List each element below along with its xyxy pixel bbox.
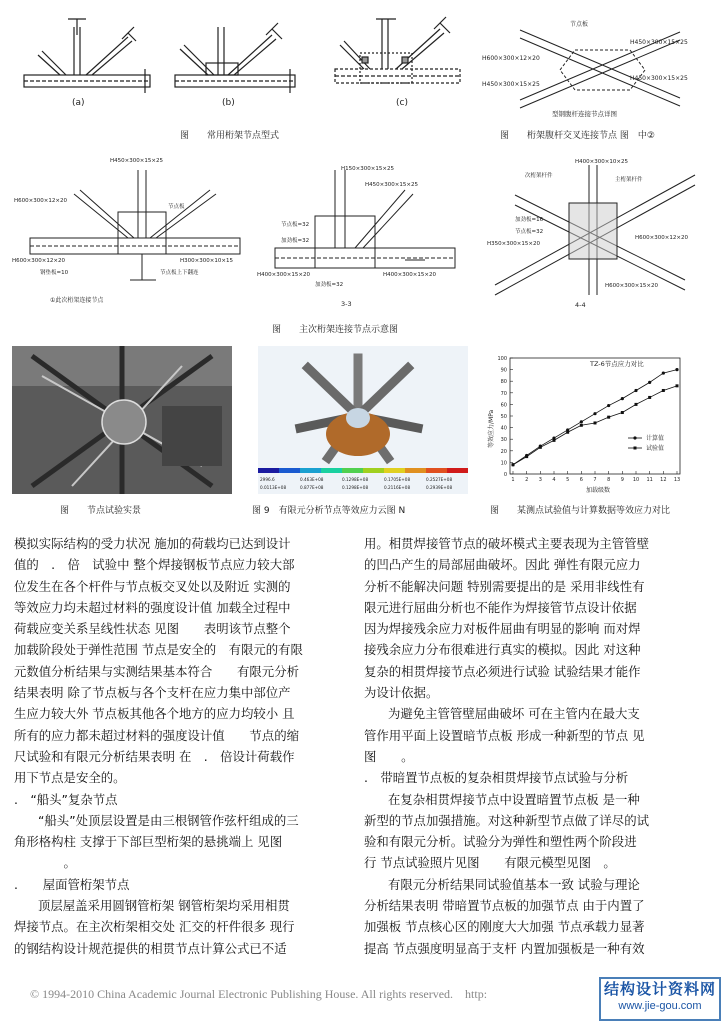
right-text-line: 的凹凸产生的局部屈曲破坏。因此 弹性有限元应力 <box>364 557 641 573</box>
series-line-test <box>513 386 677 465</box>
copyright-footer: © 1994-2010 China Academic Journal Electronic Publishing House. All rights reserved. http: <box>30 987 488 1001</box>
point-computed <box>621 397 624 400</box>
mid-label-0: H150×300×15×25 <box>341 166 394 172</box>
caption-chart: 图 某测点试验值与计算数据等效应力对比 <box>490 506 671 516</box>
mid-label-1: H450×300×15×25 <box>365 182 418 188</box>
right-text-line: 行 节点试验照片见图 有限元模型见图 。 <box>364 855 616 871</box>
point-test <box>676 384 679 387</box>
rt-label-4: 节点板=32 <box>515 229 544 235</box>
lt-label-2: 节点板 <box>168 204 185 210</box>
legend-test: 试验值 <box>646 445 665 452</box>
x-tick-label: 12 <box>660 477 667 483</box>
right-text-line: 复杂的相贯焊接节点必须进行试验 试验结果才能作 <box>364 663 641 679</box>
x-tick-label: 2 <box>525 477 529 483</box>
x-tick-label: 10 <box>632 477 640 483</box>
cross-label-plate: 节点板 <box>570 21 589 28</box>
lt-label-1: H600×300×12×20 <box>14 198 67 204</box>
point-computed <box>675 368 678 371</box>
left-text-line: 位发生在各个杆件与节点板交叉处以及附近 实测的 <box>14 578 291 594</box>
watermark-url: www.jie-gou.com <box>618 1000 702 1012</box>
left-text-line: . “船头”复杂节点 <box>14 791 118 807</box>
sublabel-b: (b) <box>222 98 235 108</box>
figure-primary-secondary-mid <box>255 160 480 310</box>
point-test <box>566 431 569 434</box>
left-text-line: 尺试验和有限元分析结果表明 在 . 倍设计荷载作 <box>14 748 295 764</box>
fea-legend-0: 2996.6 <box>260 477 275 482</box>
mid-label-5: H400×300×15×20 <box>383 272 436 278</box>
cross-label-1: H600×300×12×20 <box>482 55 540 62</box>
right-text-line: 分析结果表明 带暗置节点板的加强节点 由于内置了 <box>364 898 645 914</box>
rt-label-3: 加劲板=16 <box>515 217 544 223</box>
right-text-line: 验和有限元分析。试验分为弹性和塑性两个阶段进 <box>364 834 637 850</box>
point-test <box>648 396 651 399</box>
right-text-line: 图 。 <box>364 748 414 764</box>
chart-ylabel: 等效应力/MPa <box>488 409 495 448</box>
point-test <box>512 463 515 466</box>
left-text-line: 生应力较大外 节点板其他各个地方的应力均较小 且 <box>14 706 295 722</box>
left-text-line: 等效应力均未超过材料的强度设计值 加载全过程中 <box>14 599 291 615</box>
left-text-line: 用下节点是安全的。 <box>14 770 126 786</box>
left-text-line: 所有的应力都未超过材料的强度设计值 节点的缩 <box>14 727 299 743</box>
watermark-title: 结构设计资料网 <box>603 980 716 998</box>
point-test <box>553 439 556 442</box>
y-tick-label: 50 <box>500 414 507 420</box>
point-test <box>607 416 610 419</box>
mid-label-4: H400×300×15×20 <box>257 272 310 278</box>
point-computed <box>662 371 665 374</box>
point-computed <box>580 420 583 423</box>
cross-label-4: H450×300×15×25 <box>630 75 688 82</box>
fea-legend-9: 0.2939E+08 <box>426 485 453 490</box>
figure-fea-stress <box>258 346 468 494</box>
caption-truss-node-types: 图 常用桁架节点型式 <box>180 131 280 141</box>
right-text-line: 分析不能解决问题 特别需要提出的是 采用非线性有 <box>364 578 645 594</box>
cross-label-title: 型钢腹杆连接节点详图 <box>552 110 617 118</box>
y-tick-label: 90 <box>500 367 507 374</box>
point-test <box>635 403 638 406</box>
y-tick-label: 80 <box>500 379 507 386</box>
lt-label-0: H450×300×15×25 <box>110 158 163 164</box>
caption-fea: 图 9 有限元分析节点等效应力云图 N <box>252 506 406 516</box>
lt-label-3: H600×300×12×20 <box>12 258 65 264</box>
x-tick-label: 5 <box>566 477 570 483</box>
right-text-line: 管作用平面上设置暗节点板 形成一种新型的节点 见 <box>364 727 645 743</box>
fea-legend-4: 0.1298E+08 <box>342 477 369 482</box>
lt-label-5: 钢垫板=10 <box>40 270 69 276</box>
rt-label-5: H350×300×15×20 <box>487 241 540 247</box>
rt-label-7: H600×300×15×20 <box>605 283 658 289</box>
legend-marker-computed <box>633 436 636 439</box>
caption-cross-joint: 图 桁架腹杆交叉连接节点 图 中② <box>500 131 655 141</box>
right-text-line: 为设计依据。 <box>364 685 439 701</box>
chart-frame <box>510 358 680 474</box>
fea-legend-6: 0.1705E+08 <box>384 477 411 482</box>
lt-label-7: ①此次桁架连接节点 <box>50 297 104 304</box>
legend-marker-test <box>634 447 637 450</box>
left-text-line: 加载阶段处于弹性范围 节点是安全的 有限元的有限 <box>14 642 303 658</box>
left-text-line: “船头”处顶层设置是由三根钢管作弦杆组成的三 <box>38 812 299 828</box>
lt-label-4: H300×300×10×15 <box>180 258 233 264</box>
figure-primary-secondary-right <box>485 155 710 310</box>
x-tick-label: 8 <box>607 477 611 483</box>
figure-truss-node-types <box>10 5 480 120</box>
right-text-line: 有限元分析结果同试验值基本一致 试验与理论 <box>388 876 640 892</box>
rt-label-6: H600×300×12×20 <box>635 235 688 241</box>
y-tick-label: 30 <box>500 437 507 444</box>
rt-label-0: H400×300×10×25 <box>575 159 628 165</box>
right-text-line: 因为焊接残余应力对板件屈曲有明显的影响 而对焊 <box>364 621 641 637</box>
fea-legend-8: 0.2527E+08 <box>426 477 453 482</box>
point-test <box>580 424 583 427</box>
left-text-line: 荷载应变关系呈线性状态 见图 表明该节点整个 <box>14 621 291 637</box>
left-text-line: 焊接节点。在主次桁架相交处 汇交的杆件很多 现行 <box>14 919 295 935</box>
fea-legend-5: 0.1298E+08 <box>342 485 369 490</box>
right-text-line: 接残余应力分布很难进行真实的模拟。因此 对这种 <box>364 642 641 658</box>
cross-label-2: H450×300×15×25 <box>630 39 688 46</box>
x-tick-label: 13 <box>673 477 681 483</box>
chart-title: TZ-6节点应力对比 <box>590 360 644 368</box>
sublabel-c: (c) <box>396 98 408 108</box>
right-text-line: 加强板 节点核心区的刚度大大加强 节点承载力显著 <box>364 919 645 935</box>
y-tick-label: 60 <box>500 402 507 409</box>
photo-node-test <box>12 346 232 494</box>
mid-label-6: 加劲板=32 <box>315 282 344 288</box>
y-tick-label: 0 <box>503 472 507 478</box>
x-tick-label: 6 <box>579 477 583 483</box>
point-test <box>662 389 665 392</box>
mid-label-3: 加劲板=32 <box>281 238 310 244</box>
body-left-column <box>14 533 303 959</box>
point-computed <box>648 381 651 384</box>
left-text-line: 的钢结构设计规范提供的相贯节点计算公式已不适 <box>14 940 287 956</box>
right-text-line: 为避免主管管壁屈曲破坏 可在主管内在最大支 <box>388 706 640 722</box>
left-text-line: 结果表明 除了节点板与各个支杆在应力集中部位产 <box>14 685 291 701</box>
x-tick-label: 1 <box>511 477 515 483</box>
body-right-column <box>364 533 649 959</box>
left-text-line: 模拟实际结构的受力状况 施加的荷载均已达到设计 <box>14 536 291 551</box>
y-tick-label: 10 <box>500 460 507 467</box>
legend-computed: 计算值 <box>646 435 665 442</box>
right-text-line: 新型的节点加强措施。对这种新型节点做了详尽的试 <box>364 812 649 828</box>
y-tick-label: 20 <box>500 448 507 455</box>
cross-label-3: H450×300×15×25 <box>482 81 540 88</box>
point-test <box>525 455 528 458</box>
rt-label-1: 次桁架杆件 <box>525 173 553 179</box>
right-text-line: 用。相贯焊接管节点的破坏模式主要表现为主管管壁 <box>364 536 649 551</box>
right-text-line: 在复杂相贯焊接节点中设置暗置节点板 是一种 <box>388 791 640 807</box>
left-text-line: 。 <box>14 855 76 871</box>
lt-label-6: 节点板上下翻连 <box>160 270 199 276</box>
point-test <box>621 411 624 414</box>
caption-photo: 图 节点试验实景 <box>60 506 142 516</box>
point-computed <box>634 389 637 392</box>
right-text-line: 限元进行屈曲分析也不能作为焊接管节点设计依据 <box>364 599 637 615</box>
left-text-line: . 屋面管桁架节点 <box>14 876 130 892</box>
left-text-line: 角形格构柱 支撑于下部巨型桁架的悬挑端上 见图 <box>14 834 283 850</box>
y-tick-label: 40 <box>500 425 507 432</box>
rt-label-2: 主桁架杆件 <box>615 177 643 183</box>
fea-legend-3: 0.877E+08 <box>300 485 324 490</box>
x-tick-label: 4 <box>552 477 556 483</box>
fea-legend-1: 0.0113E+08 <box>260 485 287 490</box>
sublabel-a: (a) <box>72 98 85 108</box>
point-test <box>539 446 542 449</box>
right-text-line: 提高 节点强度明显高于支杆 内置加强板是一种有效 <box>364 940 645 956</box>
point-computed <box>607 404 610 407</box>
watermark-badge <box>599 977 721 1021</box>
rt-label-8: 4-4 <box>575 301 586 309</box>
x-tick-label: 3 <box>538 477 542 483</box>
point-computed <box>593 412 596 415</box>
chart-stress-comparison <box>482 346 692 494</box>
fea-legend-7: 0.2116E+08 <box>384 485 411 490</box>
mid-label-7: 3-3 <box>341 300 352 308</box>
figure-primary-secondary-left <box>10 150 255 310</box>
x-tick-label: 9 <box>620 477 624 483</box>
x-tick-label: 11 <box>646 477 653 483</box>
figure-cross-joint-detail <box>480 10 715 120</box>
left-text-line: 顶层屋盖采用圆钢管桁架 钢管桁架均采用相贯 <box>38 898 290 914</box>
left-text-line: 值的 . 倍 试验中 整个焊接钢板节点应力较大部 <box>14 557 295 573</box>
x-tick-label: 7 <box>593 477 597 483</box>
fea-legend-2: 0.463E+08 <box>300 477 324 482</box>
left-text-line: 元数值分析结果与实测结果基本符合 有限元分析 <box>14 663 299 679</box>
right-text-line: . 带暗置节点板的复杂相贯焊接节点试验与分析 <box>364 770 629 786</box>
chart-xlabel: 加载级数 <box>586 487 611 494</box>
caption-primary-secondary: 图 主次桁架连接节点示意图 <box>272 325 399 335</box>
y-tick-label: 100 <box>497 356 507 362</box>
point-test <box>594 421 597 424</box>
y-tick-label: 70 <box>500 390 507 397</box>
mid-label-2: 节点板=32 <box>281 222 310 228</box>
